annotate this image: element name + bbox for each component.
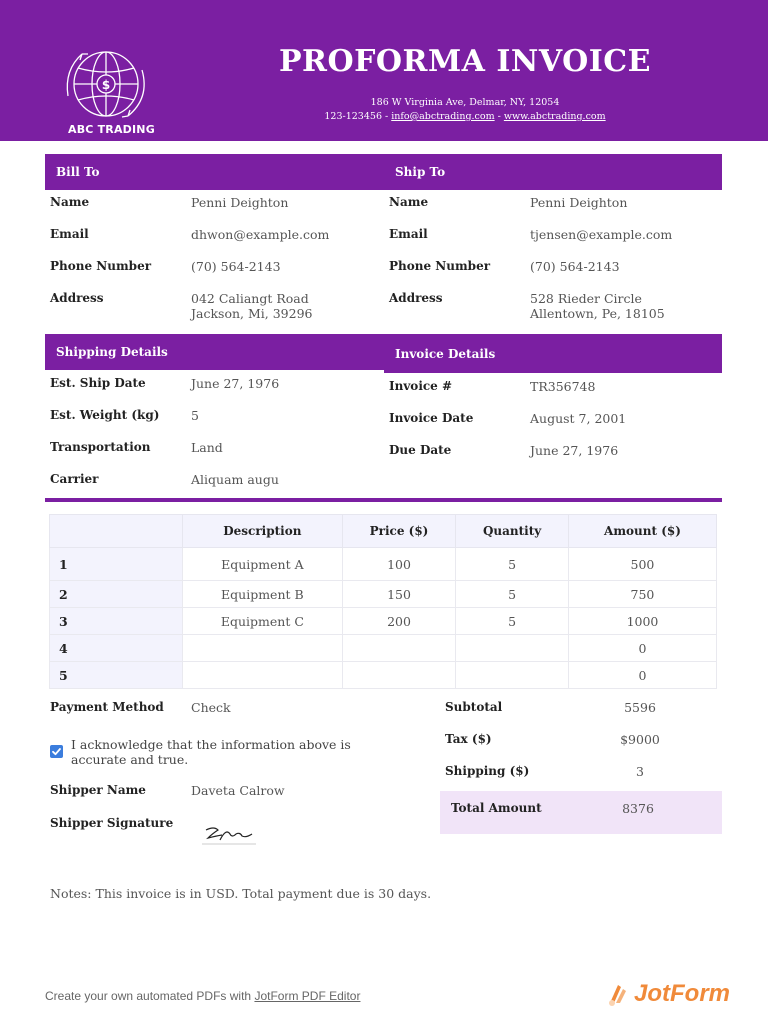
company-address: 186 W Virginia Ave, Delmar, NY, 12054 xyxy=(370,97,560,108)
company-website-link[interactable]: www.abctrading.com xyxy=(503,111,606,122)
acknowledge-checkbox[interactable] xyxy=(50,745,63,758)
logo-text: ABC TRADING xyxy=(68,123,155,136)
subtotal-label: Subtotal xyxy=(445,700,503,714)
invoice-number-value: TR356748 xyxy=(530,379,596,394)
section-divider xyxy=(45,498,722,502)
ship-date-label: Est. Ship Date xyxy=(50,376,146,390)
col-header-quantity: Quantity xyxy=(456,515,569,548)
footer-prefix: Create your own automated PDFs with xyxy=(45,989,255,1003)
items-table xyxy=(49,514,717,689)
table-header-row xyxy=(50,515,717,548)
row-amount: 0 xyxy=(568,635,716,662)
bill-name-value: Penni Deighton xyxy=(191,195,289,210)
shipper-name-value: Daveta Calrow xyxy=(191,783,285,798)
company-phone: 123-123456 xyxy=(324,111,382,122)
ship-address-line1: 528 Rieder Circle xyxy=(530,291,642,306)
table-row xyxy=(50,608,717,635)
col-header-amount: Amount ($) xyxy=(568,515,716,548)
invoice-details-heading: Invoice Details xyxy=(384,334,722,373)
table-row xyxy=(50,581,717,608)
row-description xyxy=(183,662,343,689)
row-index: 4 xyxy=(50,635,183,662)
row-description: Equipment A xyxy=(183,548,343,581)
contact-separator-2: - xyxy=(494,111,504,122)
row-price xyxy=(342,635,456,662)
ship-email-value: tjensen@example.com xyxy=(530,227,673,242)
ship-phone-value: (70) 564-2143 xyxy=(530,259,620,274)
company-email-link[interactable]: info@abctrading.com xyxy=(391,111,495,122)
row-description: Equipment B xyxy=(183,581,343,608)
table-row xyxy=(50,548,717,581)
company-contact xyxy=(240,111,690,122)
tax-value: $9000 xyxy=(620,732,660,747)
shipper-signature-label: Shipper Signature xyxy=(50,816,174,830)
row-quantity: 5 xyxy=(456,548,569,581)
shipping-details-heading: Shipping Details xyxy=(45,334,385,370)
row-index: 5 xyxy=(50,662,183,689)
row-amount: 0 xyxy=(568,662,716,689)
due-date-value: June 27, 1976 xyxy=(530,443,619,458)
tax-label: Tax ($) xyxy=(445,732,492,746)
row-amount: 1000 xyxy=(568,608,716,635)
transport-value: Land xyxy=(191,440,223,455)
row-price: 100 xyxy=(342,548,456,581)
invoice-notes: Notes: This invoice is in USD. Total payment due is 30 days. xyxy=(50,886,432,901)
shipper-name-label: Shipper Name xyxy=(50,783,146,797)
bill-phone-label: Phone Number xyxy=(50,259,152,273)
jotform-brand[interactable] xyxy=(606,980,730,1008)
ship-email-label: Email xyxy=(389,227,428,241)
carrier-value: Aliquam augu xyxy=(191,472,279,487)
invoice-header xyxy=(0,0,768,141)
bill-to-heading: Bill To xyxy=(45,154,385,190)
page-title: PROFORMA INVOICE xyxy=(278,44,652,79)
col-header-description: Description xyxy=(183,515,343,548)
ship-name-value: Penni Deighton xyxy=(530,195,628,210)
row-description xyxy=(183,635,343,662)
bill-address-label: Address xyxy=(50,291,104,305)
weight-label: Est. Weight (kg) xyxy=(50,408,160,422)
row-index: 1 xyxy=(50,548,183,581)
row-amount: 500 xyxy=(568,548,716,581)
bill-name-label: Name xyxy=(50,195,90,209)
jotform-brand-text: JotForm xyxy=(634,980,730,1007)
row-amount: 750 xyxy=(568,581,716,608)
shipping-cost-label: Shipping ($) xyxy=(445,764,530,778)
table-row xyxy=(50,662,717,689)
bill-email-value: dhwon@example.com xyxy=(191,227,330,242)
total-amount-label: Total Amount xyxy=(451,801,542,815)
col-header-price: Price ($) xyxy=(342,515,456,548)
carrier-label: Carrier xyxy=(50,472,99,486)
subtotal-value: 5596 xyxy=(624,700,656,715)
bill-address-line1: 042 Caliangt Road xyxy=(191,291,309,306)
ship-address-label: Address xyxy=(389,291,443,305)
invoice-date-value: August 7, 2001 xyxy=(530,411,627,426)
ship-to-heading: Ship To xyxy=(384,154,722,190)
payment-method-value: Check xyxy=(191,700,231,715)
contact-separator: - xyxy=(381,111,392,122)
total-amount-value: 8376 xyxy=(622,801,654,816)
row-quantity: 5 xyxy=(456,608,569,635)
acknowledge-text: I acknowledge that the information above is accurate and true. xyxy=(71,737,351,767)
payment-method-label: Payment Method xyxy=(50,700,164,714)
invoice-number-label: Invoice # xyxy=(389,379,453,393)
signature-image xyxy=(200,822,258,848)
row-index: 3 xyxy=(50,608,183,635)
row-price: 150 xyxy=(342,581,456,608)
row-quantity xyxy=(456,635,569,662)
ship-address-line2: Allentown, Pe, 18105 xyxy=(530,306,665,321)
col-header-index xyxy=(50,515,183,548)
bill-phone-value: (70) 564-2143 xyxy=(191,259,281,274)
jotform-editor-link[interactable]: JotForm PDF Editor xyxy=(254,989,361,1003)
invoice-date-label: Invoice Date xyxy=(389,411,474,425)
weight-value: 5 xyxy=(191,408,199,423)
ship-phone-label: Phone Number xyxy=(389,259,491,273)
jotform-logo-icon xyxy=(606,981,630,1007)
bill-email-label: Email xyxy=(50,227,89,241)
ship-name-label: Name xyxy=(389,195,429,209)
bill-address-line2: Jackson, Mi, 39296 xyxy=(191,306,313,321)
due-date-label: Due Date xyxy=(389,443,452,457)
row-price: 200 xyxy=(342,608,456,635)
row-quantity xyxy=(456,662,569,689)
shipping-cost-value: 3 xyxy=(636,764,644,779)
row-price xyxy=(342,662,456,689)
footer-text xyxy=(45,989,360,1003)
checkmark-icon xyxy=(51,746,62,757)
row-description: Equipment C xyxy=(183,608,343,635)
row-quantity: 5 xyxy=(456,581,569,608)
ship-date-value: June 27, 1976 xyxy=(191,376,280,391)
svg-text:$: $ xyxy=(101,78,111,92)
table-row xyxy=(50,635,717,662)
row-index: 2 xyxy=(50,581,183,608)
transport-label: Transportation xyxy=(50,440,151,454)
